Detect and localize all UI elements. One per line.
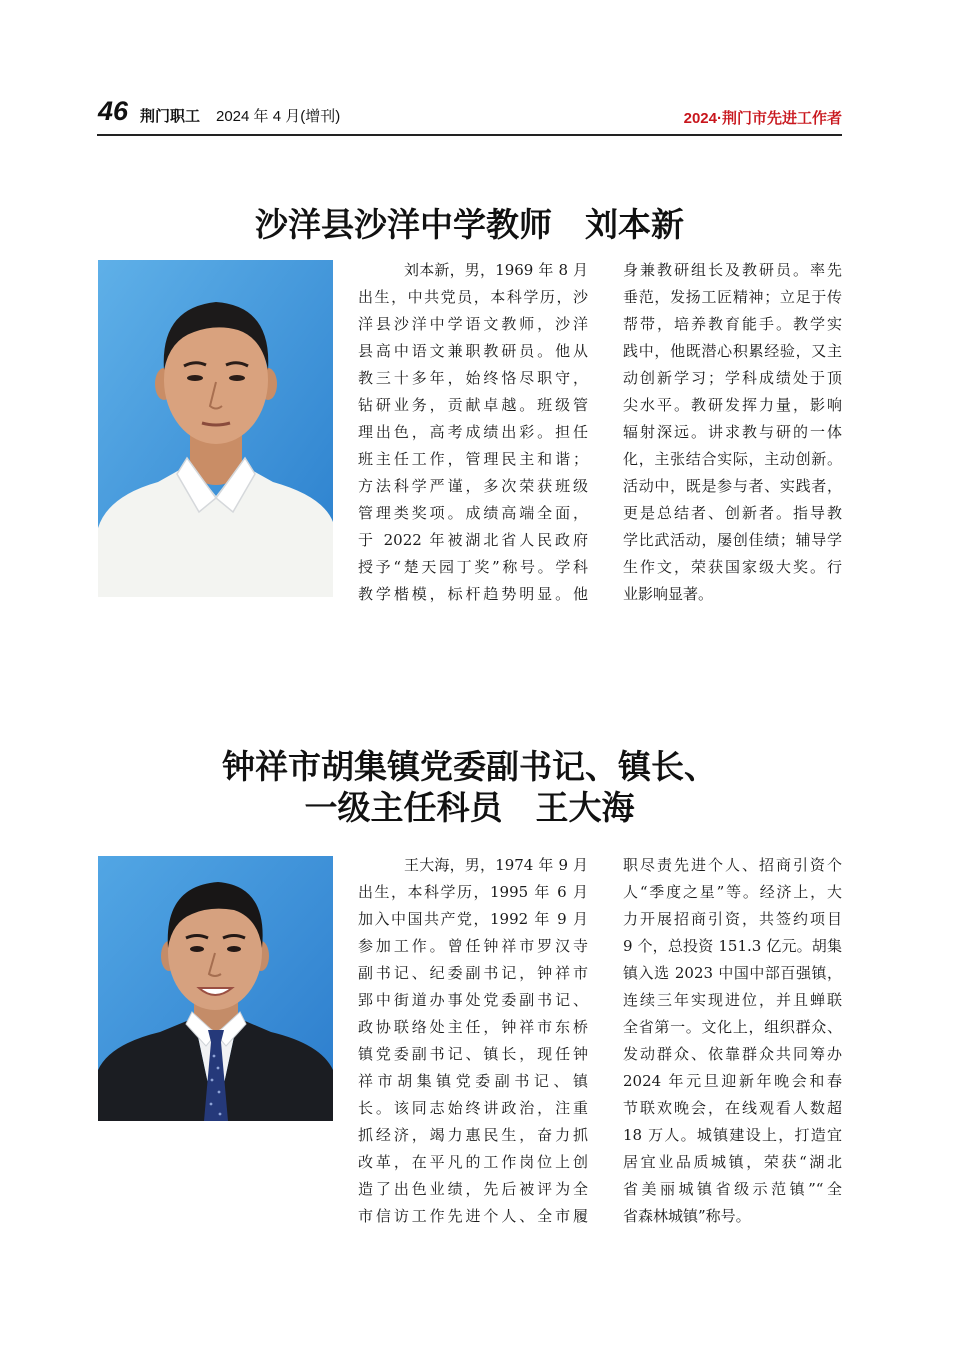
text-line: 于 2022 年被湖北省人民政府 — [358, 531, 588, 549]
text-line: 教三十多年，始终恪尽职守， — [358, 369, 588, 387]
text-line: 生作文，荣获国家级大奖。行 — [623, 558, 842, 576]
portrait-photo — [98, 856, 333, 1121]
text-line: 班主任工作，管理民主和谐； — [358, 450, 588, 468]
text-line: 动创新学习；学科成绩处于顶 — [623, 369, 842, 387]
article-title: 钟祥市胡集镇党委副书记、镇长、 — [222, 747, 717, 786]
text-line: 业影响显著。 — [623, 585, 714, 603]
text-line: 管理类奖项。成绩高端全面， — [358, 504, 588, 522]
text-line: 镇入选 2023 中国中部百强镇， — [623, 964, 842, 982]
text-line: 政协联络处主任，钟祥市东桥 — [358, 1018, 588, 1036]
text-line: 9 个，总投资 151.3 亿元。胡集 — [623, 937, 842, 955]
text-line: 造了出色业绩，先后被评为全 — [358, 1180, 588, 1198]
article-title: 一级主任科员 王大海 — [304, 788, 635, 827]
article-column — [358, 852, 588, 1230]
magazine-name: 荆门职工 — [140, 108, 201, 125]
text-line: 省美丽城镇省级示范镇”“全 — [623, 1180, 842, 1198]
text-line: 出生，本科学历，1995 年 6 月 — [358, 883, 588, 901]
text-line: 人“季度之星”等。经济上，大 — [623, 883, 842, 901]
portrait-photo — [98, 260, 333, 597]
text-line: 发动群众、依靠群众共同筹办 — [623, 1045, 842, 1063]
text-line: 全省第一。文化上，组织群众、 — [623, 1018, 842, 1036]
text-line: 授予“楚天园丁奖”称号。学科 — [358, 558, 588, 576]
text-line: 钻研业务，贡献卓越。班级管 — [358, 396, 588, 414]
header-divider — [97, 134, 842, 136]
issue-date: 2024 年 4 月(增刊) — [216, 108, 341, 125]
text-line: 更是总结者、创新者。指导教 — [623, 504, 842, 522]
text-line: 郢中街道办事处党委副书记、 — [358, 991, 588, 1009]
text-line: 教学楷模，标杆趋势明显。他 — [358, 585, 588, 603]
text-line: 镇党委副书记、镇长，现任钟 — [358, 1045, 588, 1063]
text-line: 尖水平。教研发挥力量，影响 — [623, 396, 842, 414]
text-line: 垂范，发扬工匠精神；立足于传 — [623, 288, 842, 306]
text-line: 活动中，既是参与者、实践者， — [623, 477, 842, 495]
text-line: 王大海，男，1974 年 9 月 — [404, 856, 588, 874]
page-number: 46 — [98, 96, 129, 126]
text-line: 辐射深远。讲求教与研的一体 — [623, 423, 842, 441]
text-line: 节联欢晚会，在线观看人数超 — [623, 1099, 842, 1117]
text-line: 省森林城镇”称号。 — [623, 1207, 751, 1225]
text-line: 职尽责先进个人、招商引资个 — [623, 856, 842, 874]
section-title: 2024·荆门市先进工作者 — [683, 110, 842, 127]
text-line: 2024 年元旦迎新年晚会和春 — [623, 1072, 842, 1090]
text-line: 化，主张结合实际，主动创新。 — [623, 450, 842, 468]
text-line: 连续三年实现进位，并且蝉联 — [623, 991, 842, 1009]
text-line: 理出色，高考成绩出彩。担任 — [358, 423, 588, 441]
text-line: 身兼教研组长及教研员。率先 — [623, 261, 842, 279]
text-line: 参加工作。曾任钟祥市罗汉寺 — [358, 937, 588, 955]
text-line: 祥市胡集镇党委副书记、镇 — [358, 1072, 588, 1090]
text-line: 县高中语文兼职教研员。他从 — [358, 342, 588, 360]
article-title: 沙洋县沙洋中学教师 刘本新 — [255, 205, 684, 244]
text-line: 刘本新，男，1969 年 8 月 — [404, 261, 588, 279]
text-line: 帮带，培养教育能手。教学实 — [623, 315, 842, 333]
text-line: 市信访工作先进个人、全市履 — [358, 1207, 588, 1225]
article-column — [623, 852, 842, 1230]
article-column — [623, 257, 842, 608]
text-line: 改革，在平凡的工作岗位上创 — [358, 1153, 588, 1171]
text-line: 力开展招商引资，共签约项目 — [623, 910, 842, 928]
text-line: 践中，他既潜心积累经验，又主 — [623, 342, 842, 360]
article-column — [358, 257, 588, 608]
text-line: 学比武活动，屡创佳绩；辅导学 — [623, 531, 842, 549]
text-line: 居宜业品质城镇，荣获“湖北 — [623, 1153, 842, 1171]
text-line: 18 万人。城镇建设上，打造宜 — [623, 1126, 842, 1144]
text-line: 副书记、纪委副书记，钟祥市 — [358, 964, 588, 982]
text-line: 抓经济，竭力惠民生，奋力抓 — [358, 1126, 588, 1144]
text-line: 方法科学严谨，多次荣获班级 — [358, 477, 588, 495]
text-line: 出生，中共党员，本科学历，沙 — [358, 288, 588, 306]
text-line: 长。该同志始终讲政治，注重 — [358, 1099, 588, 1117]
text-line: 加入中国共产党，1992 年 9 月 — [358, 910, 588, 928]
text-line: 洋县沙洋中学语文教师，沙洋 — [358, 315, 588, 333]
